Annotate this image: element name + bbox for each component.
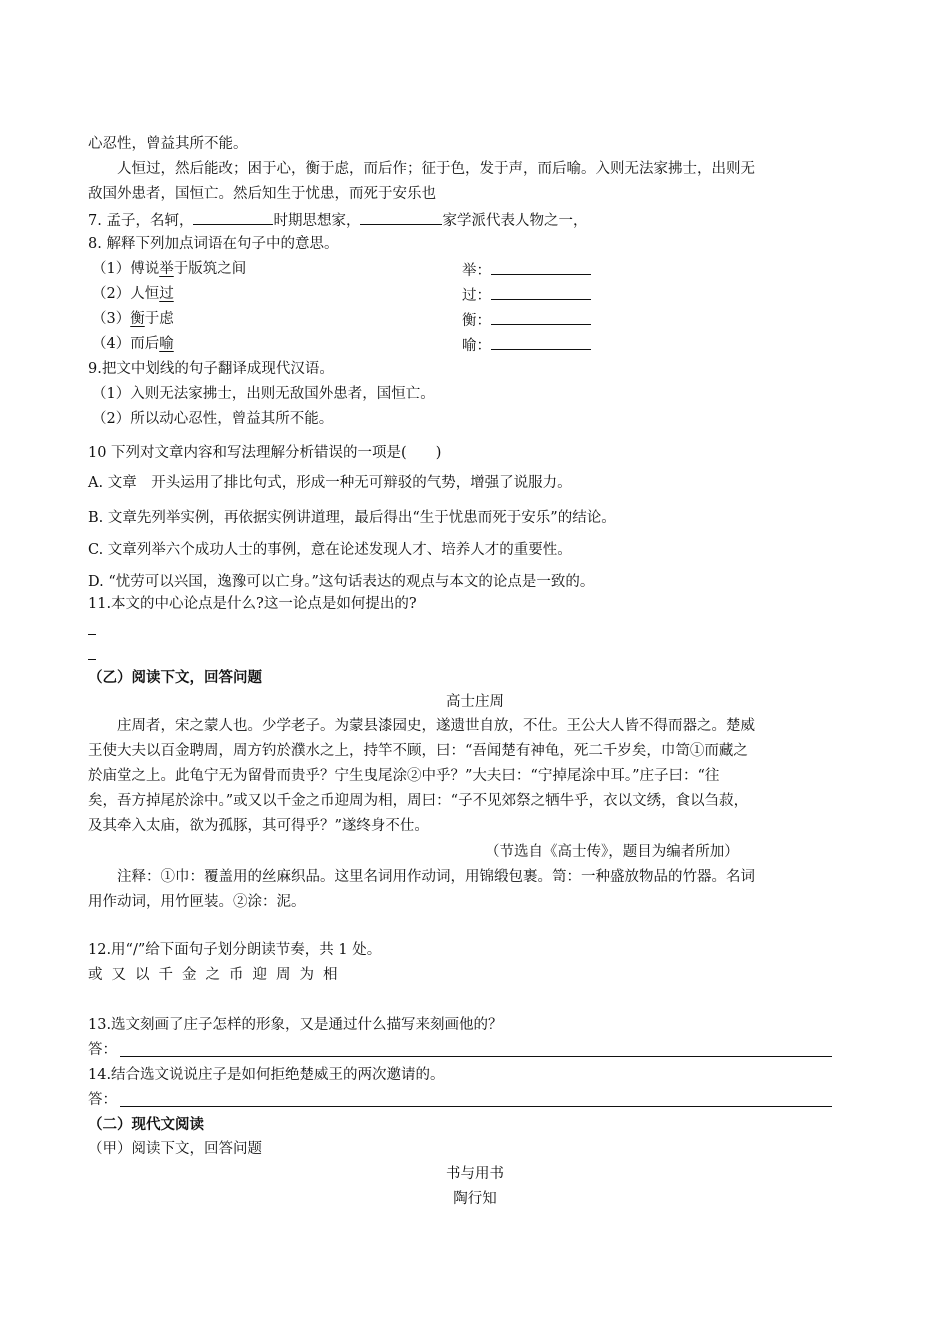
section-2-title: 书与用书 (446, 1166, 504, 1182)
passage-b-line: 王使大夫以百金聘周，周方钓於濮水之上，持竿不顾，曰：“吾闻楚有神龟，死二千岁矣，巾笥①而藏之 (88, 743, 748, 759)
passage-b-line: 及其牵入太庙，欲为孤豚，其可得乎？”遂终身不仕。 (88, 818, 429, 834)
section-2-author: 陶行知 (453, 1191, 497, 1207)
answer-blank[interactable] (491, 284, 591, 300)
q10-option-a[interactable]: A. 文章 开头运用了排比句式，形成一种无可辩驳的气势，增强了说服力。 (88, 475, 572, 491)
q8-item-4: （4）而后喻 (92, 336, 174, 352)
passage-b-note: 注释：①巾：覆盖用的丝麻织品。这里名词用作动词，用锦缎包裹。笥：一种盛放物品的竹器。名词 (117, 869, 755, 885)
q10-option-c[interactable]: C. 文章列举六个成功人士的事例，意在论述发现人才、培养人才的重要性。 (88, 542, 572, 558)
dotted-word: 衡 (130, 311, 145, 327)
q8-item-1: （1）傅说举于版筑之间 (92, 261, 247, 277)
question-13-stem: 13.选文刻画了庄子怎样的形象，又是通过什么描写来刻画他的？ (88, 1017, 503, 1033)
q12-sentence[interactable]: 或又以千金之币迎周为相 (88, 967, 347, 983)
section-2-heading: （二）现代文阅读 (88, 1116, 204, 1133)
q13-answer-label: 答： (88, 1042, 117, 1058)
question-14-stem: 14.结合选文说说庄子是如何拒绝楚威王的两次邀请的。 (88, 1067, 445, 1083)
passage-b-note: 用作动词，用竹匣装。②涂：泥。 (88, 894, 306, 910)
q10-option-d[interactable]: D. “忧劳可以兴国，逸豫可以亡身。”这句话表达的观点与本文的论点是一致的。 (88, 574, 595, 590)
q8-item-3: （3）衡于虑 (92, 311, 174, 327)
passage-b-line: 於庙堂之上。此龟宁无为留骨而贵乎？宁生曳尾涂②中乎？”大夫曰：“宁掉尾涂中耳。”庄子曰：“往 (88, 768, 720, 784)
q9-sentence-1: （1）入则无法家拂士，出则无敌国外患者，国恒亡。 (92, 386, 435, 402)
q8-answer-2: 过： (462, 284, 591, 306)
section-2-subheading: （甲）阅读下文，回答问题 (88, 1141, 262, 1157)
answer-dash[interactable] (88, 634, 96, 635)
question-8-stem: 8. 解释下列加点词语在句子中的意思。 (88, 236, 339, 252)
dotted-word: 举 (159, 261, 174, 277)
q14-answer-line[interactable] (120, 1106, 832, 1107)
question-11-stem: 11.本文的中心论点是什么?这一论点是如何提出的? (88, 596, 417, 612)
passage-b-line: 矣，吾方掉尾於涂中。”或又以千金之币迎周为相，周曰：“子不见郊祭之牺牛乎，衣以文绣，食以刍菽， (88, 793, 749, 809)
q8-item-2: （2）人恒过 (92, 286, 174, 302)
passage-b-line: 庄周者，宋之蒙人也。少学老子。为蒙县漆园史，遂遗世自放，不仕。王公大人皆不得而器之。楚威 (117, 718, 755, 734)
question-9-stem: 9.把文中划线的句子翻译成现代汉语。 (88, 361, 334, 377)
question-10-stem: 10 下列对文章内容和写法理解分析错误的一项是( ) (88, 445, 442, 461)
passage-b-source: （节选自《高士传》，题目为编者所加） (485, 844, 739, 860)
section-b-title: 高士庄周 (446, 694, 504, 710)
q8-answer-4: 喻： (462, 334, 591, 356)
answer-blank[interactable] (360, 209, 442, 225)
passage-a-line2: 人恒过，然后能改；困于心，衡于虑，而后作；征于色，发于声，而后喻。入则无法家拂士，出则无 (117, 161, 755, 177)
answer-blank[interactable] (193, 209, 273, 225)
question-7: 7. 孟子，名轲， 时期思想家， 家学派代表人物之一， (88, 209, 587, 231)
answer-blank[interactable] (491, 309, 591, 325)
dotted-word: 过 (159, 286, 174, 302)
q14-answer-label: 答： (88, 1092, 117, 1108)
dotted-word: 喻 (159, 336, 174, 352)
q10-option-b[interactable]: B. 文章先列举实例，再依据实例讲道理，最后得出“生于忧患而死于安乐”的结论。 (88, 510, 616, 526)
q8-answer-3: 衡： (462, 309, 591, 331)
section-b-heading: （乙）阅读下文，回答问题 (88, 669, 262, 686)
answer-dash[interactable] (88, 659, 96, 660)
answer-blank[interactable] (491, 334, 591, 350)
q13-answer-line[interactable] (120, 1056, 832, 1057)
answer-blank[interactable] (491, 259, 591, 275)
q9-sentence-2: （2）所以动心忍性，曾益其所不能。 (92, 411, 334, 427)
passage-a-line1: 心忍性，曾益其所不能。 (88, 136, 248, 152)
question-12-stem: 12.用“/”给下面句子划分朗读节奏，共 1 处。 (88, 942, 382, 958)
passage-a-line3: 敌国外患者，国恒亡。然后知生于忧患，而死于安乐也 (88, 186, 436, 202)
q8-answer-1: 举： (462, 259, 591, 281)
